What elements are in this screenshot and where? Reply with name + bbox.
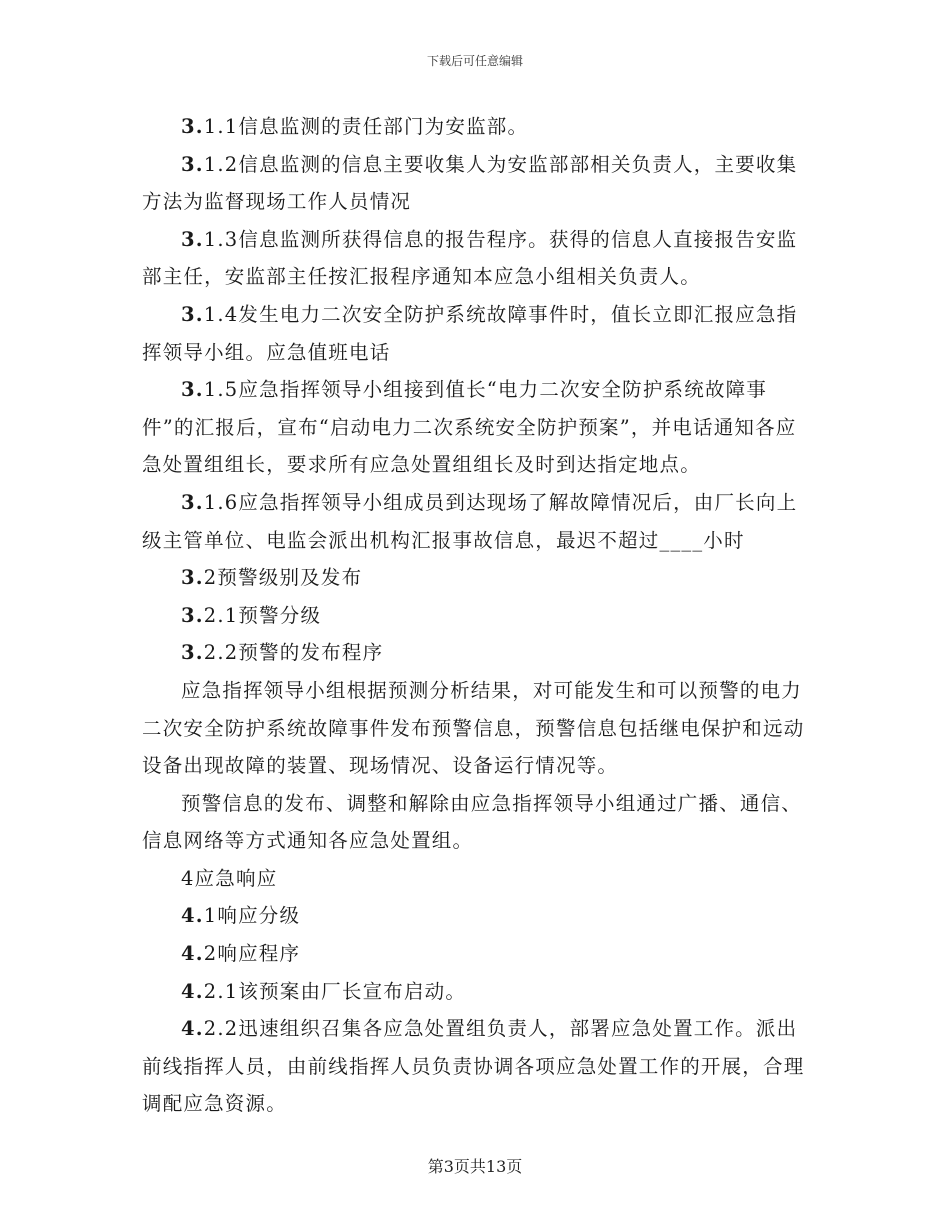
section-number: 3. [181, 566, 204, 590]
paragraph-text: 4应急响应 [181, 866, 278, 890]
paragraph [142, 296, 814, 371]
section-number: 4. [181, 1017, 204, 1041]
paragraph [142, 559, 814, 597]
page-header: 下载后可任意编辑 [426, 54, 523, 68]
paragraph [142, 1010, 814, 1123]
paragraph-text: 1.3信息监测所获得信息的报告程序。获得的信息人直接报告安监部主任，安监部主任按汇报程序通知本应急小组相关负责人。 [142, 227, 798, 289]
section-number: 3. [181, 115, 204, 138]
document-body [142, 108, 814, 1123]
section-number: 3. [181, 378, 204, 402]
paragraph-text: 2预警级别及发布 [203, 566, 363, 590]
section-number: 3. [181, 490, 204, 514]
paragraph [142, 897, 814, 935]
paragraph [142, 785, 814, 860]
paragraph-text: 1.4发生电力二次安全防护系统故障事件时，值长立即汇报应急指挥领导小组。应急值班电话 [142, 302, 798, 364]
paragraph [142, 634, 814, 672]
paragraph [142, 108, 814, 146]
paragraph-text: 2.2预警的发布程序 [203, 641, 384, 665]
paragraph [142, 484, 814, 559]
paragraph-text: 2响应程序 [203, 942, 301, 966]
paragraph [142, 672, 814, 785]
section-number: 4. [181, 904, 204, 928]
paragraph-text: 2.1预警分级 [203, 603, 322, 627]
paragraph [142, 935, 814, 973]
section-number: 3. [181, 227, 204, 251]
section-number: 3. [181, 641, 204, 665]
paragraph-text: 1.1信息监测的责任部门为安监部。 [203, 115, 529, 138]
section-number: 4. [181, 942, 204, 966]
paragraph-text: 2.2迅速组织召集各应急处置组负责人，部署应急处置工作。派出前线指挥人员，由前线指挥人员负责协调各项应急处置工作的开展，合理调配应急资源。 [142, 1017, 805, 1116]
section-number: 4. [181, 979, 204, 1003]
paragraph-text: 2.1该预案由厂长宣布启动。 [203, 979, 467, 1003]
section-number: 3. [181, 302, 204, 326]
paragraph [142, 221, 814, 296]
paragraph [142, 371, 814, 484]
paragraph-text: 1.5应急指挥领导小组接到值长“电力二次安全防护系统故障事件”的汇报后，宣布“启动电力二次系统安全防护预案”，并电话通知各应急处置组组长，要求所有应急处置组组长及时到达指定地点。 [142, 378, 797, 477]
paragraph-text: 应急指挥领导小组根据预测分析结果，对可能发生和可以预警的电力二次安全防护系统故障事件发布预警信息，预警信息包括继电保护和远动设备出现故障的装置、现场情况、设备运行情况等。 [142, 678, 805, 778]
paragraph [142, 973, 814, 1011]
paragraph-text: 1.6应急指挥领导小组成员到达现场了解故障情况后，由厂长向上级主管单位、电监会派出机构汇报事故信息，最迟不超过____小时 [142, 490, 798, 552]
paragraph [142, 146, 814, 221]
paragraph [142, 860, 814, 898]
paragraph [142, 597, 814, 635]
page-footer: 第3页共13页 [427, 1157, 523, 1176]
paragraph-text: 1.2信息监测的信息主要收集人为安监部部相关负责人，主要收集方法为监督现场工作人员情况 [142, 152, 798, 214]
paragraph-text: 预警信息的发布、调整和解除由应急指挥领导小组通过广播、通信、信息网络等方式通知各应急处置组。 [142, 791, 803, 853]
section-number: 3. [181, 603, 204, 627]
section-number: 3. [181, 152, 204, 176]
paragraph-text: 1响应分级 [203, 904, 301, 928]
